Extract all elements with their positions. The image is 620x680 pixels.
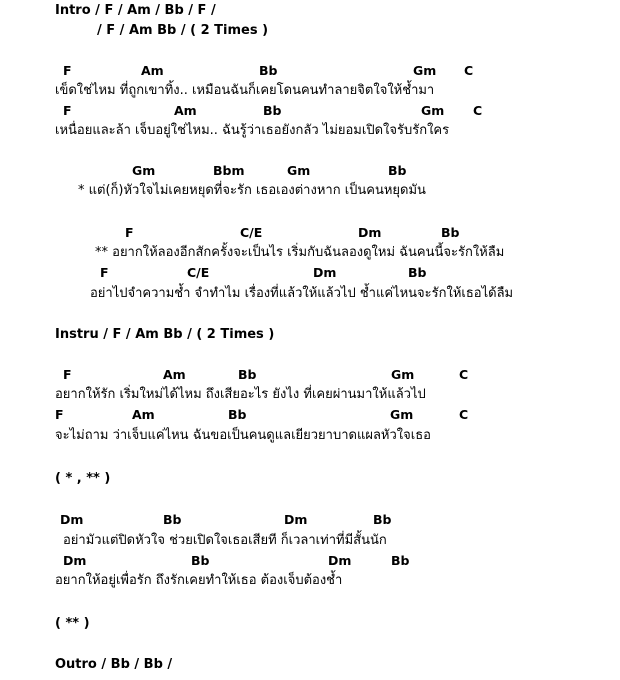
chord: Am [141,63,164,78]
chord: Gm [391,367,415,382]
repeat-marker: ( ** ) [55,616,90,631]
chord: Bb [391,553,410,568]
chord: Bb [259,63,278,78]
chord: Bb [238,367,257,382]
lyric-line: อย่ามัวแต่ปิดหัวใจ ช่วยเปิดใจเธอเสียที ก็เวลาเท่าที่มีสั้นนัก [63,533,387,548]
chord: Gm [413,63,437,78]
chord: C [459,367,469,382]
chord: C [464,63,474,78]
chord: F [63,63,72,78]
chord: C [459,407,469,422]
lyric-line: * แต่(ก็)หัวใจไม่เคยหยุดที่จะรัก เธอเองต่างหาก เป็นคนหยุดมัน [78,183,426,198]
lyric-line: อยากให้รัก เริ่มใหม่ได้ไหม ถึงเสียอะไร ยังไง ที่เคยผ่านมาให้แล้วไป [55,387,426,402]
chord: F [55,407,64,422]
chord: Dm [313,265,337,280]
chord: Gm [287,163,311,178]
chord: Dm [63,553,87,568]
chord: Am [163,367,186,382]
chord: Bbm [213,163,245,178]
chord: Bb [263,103,282,118]
chord: Bb [191,553,210,568]
lyric-line: เหนื่อยและล้า เจ็บอยู่ใช่ไหม.. ฉันรู้ว่าเธอยังกลัว ไม่ยอมเปิดใจรับรักใคร [55,123,450,138]
chord: C/E [187,265,210,280]
chord: Dm [358,225,382,240]
chord: F [63,103,72,118]
lyric-line: อย่าไปจำความช้ำ จำทำไม เรื่องที่แล้วให้แล้วไป ช้ำแค่ไหนจะรักให้เธอได้ลืม [90,286,514,301]
chord: F [125,225,134,240]
chord: Gm [132,163,156,178]
chord: Dm [60,512,84,527]
lyric-line: เข็ดใช่ไหม ที่ถูกเขาทิ้ง.. เหมือนฉันก็เคยโดนคนทำลายจิตใจให้ช้ำมา [55,83,435,98]
chord: Bb [388,163,407,178]
chord: Bb [408,265,427,280]
chord: Bb [163,512,182,527]
intro-line-1: Intro / F / Am / Bb / F / [55,3,216,18]
chord: F [63,367,72,382]
chord: Bb [228,407,247,422]
lyric-line: อยากให้อยู่เพื่อรัก ถึงรักเคยทำให้เธอ ต้องเจ็บต้องช้ำ [55,573,343,588]
intro-line-2: / F / Am Bb / ( 2 Times ) [97,23,269,38]
lyric-line: จะไม่ถาม ว่าเจ็บแค่ไหน ฉันขอเป็นคนดูแลเยียวยาบาดแผลหัวใจเธอ [55,428,431,443]
chord: Dm [328,553,352,568]
chord: F [100,265,109,280]
chord: C [473,103,483,118]
instru-line: Instru / F / Am Bb / ( 2 Times ) [55,327,275,342]
chord: Am [132,407,155,422]
chord: Bb [373,512,392,527]
chord: Dm [284,512,308,527]
chord: C/E [240,225,263,240]
repeat-marker: ( * , ** ) [55,471,111,486]
chord: Gm [390,407,414,422]
chord: Gm [421,103,445,118]
chord: Bb [441,225,460,240]
chord: Am [174,103,197,118]
outro-line: Outro / Bb / Bb / [55,657,173,672]
lyric-line: ** อยากให้ลองอีกสักครั้งจะเป็นไร เริ่มกับฉันลองดูใหม่ ฉันคนนี้จะรักให้ลืม [95,245,505,260]
